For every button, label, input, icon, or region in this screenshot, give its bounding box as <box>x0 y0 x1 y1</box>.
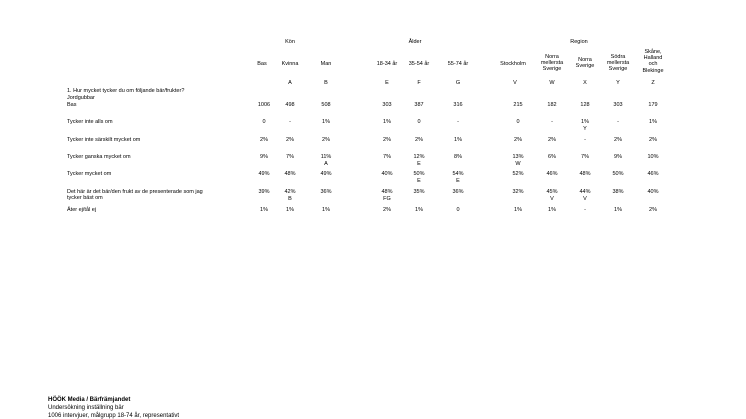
footer-subtitle: Undersökning inställning bär <box>48 405 124 411</box>
table-cell: 316 <box>453 102 463 108</box>
table-cell: 9% <box>614 154 622 160</box>
footer-note: 1006 intervjuer, målgrupp 18-74 år, representativt <box>48 413 180 419</box>
significance-letter: V <box>550 196 554 202</box>
col-header-line: Blekinge <box>642 67 664 74</box>
table-cell: 1% <box>260 207 268 213</box>
significance-letter: V <box>583 196 587 202</box>
col-header-18-34: 18-34 år <box>376 61 398 67</box>
row-label: tycker bäst om <box>67 195 103 202</box>
col-header-sodra-mellersta <box>603 54 633 73</box>
table-cell: 36% <box>320 189 332 195</box>
table-cell: 7% <box>383 154 391 160</box>
table-cell: 215 <box>513 102 523 108</box>
table-cell: 2% <box>383 137 391 143</box>
table-cell: 11% <box>320 154 332 160</box>
col-header-55-74: 55-74 år <box>447 61 469 67</box>
table-cell: 303 <box>382 102 392 108</box>
col-header-line: och <box>648 61 658 68</box>
significance-letter: E <box>417 161 421 167</box>
col-header-line: Sverige <box>575 63 595 70</box>
footer-title: HÖÖK Media / Bärfrämjandet <box>48 397 131 403</box>
table-cell: 7% <box>286 154 294 160</box>
significance-letter: E <box>417 178 421 184</box>
significance-letter: E <box>456 178 460 184</box>
table-cell: 303 <box>613 102 623 108</box>
table-cell: 2% <box>286 137 294 143</box>
col-header-35-54: 35-54 år <box>408 61 430 67</box>
row-label: Bas <box>67 102 77 108</box>
table-cell: - <box>584 137 586 143</box>
group-header-region: Region <box>570 39 588 45</box>
table-cell: 48% <box>381 189 393 195</box>
col-header-line: Skåne, <box>644 49 662 55</box>
significance-letter: FG <box>383 196 391 202</box>
table-cell: 52% <box>512 171 524 177</box>
table-cell: 10% <box>647 154 659 160</box>
col-letter-35-54: F <box>417 80 421 86</box>
table-cell: 50% <box>413 171 425 177</box>
table-cell: 1% <box>415 207 423 213</box>
table-cell: 128 <box>580 102 590 108</box>
col-letter-norra-sverige: X <box>583 80 587 86</box>
table-cell: 12% <box>413 154 425 160</box>
col-header-line: Norra <box>545 54 559 60</box>
row-label: Tycker inte särskilt mycket om <box>67 137 141 143</box>
col-letter-18-34: E <box>385 80 389 86</box>
table-cell: 35% <box>413 189 425 195</box>
col-header-norra-mellersta <box>537 54 567 73</box>
row-label: Tycker inte alls om <box>67 119 113 125</box>
table-cell: 1% <box>614 207 622 213</box>
col-header-line: Södra <box>610 54 626 60</box>
table-cell: 8% <box>454 154 462 160</box>
table-cell: - <box>289 119 291 125</box>
table-cell: 48% <box>579 171 591 177</box>
table-cell: 0 <box>516 119 520 125</box>
row-label: Tycker ganska mycket om <box>67 154 131 160</box>
table-cell: 2% <box>548 137 556 143</box>
col-header-kvinna: Kvinna <box>281 61 299 67</box>
col-letter-stockholm: V <box>513 80 517 86</box>
table-cell: 45% <box>546 189 558 195</box>
question-subject: Jordgubbar <box>67 95 95 101</box>
table-cell: 182 <box>547 102 557 108</box>
table-cell: 42% <box>284 189 296 195</box>
col-header-line: mellersta <box>540 60 564 67</box>
table-cell: 36% <box>452 189 464 195</box>
significance-letter: Y <box>583 126 587 132</box>
table-cell: 2% <box>614 137 622 143</box>
table-cell: 50% <box>612 171 624 177</box>
col-letter-man: B <box>324 80 328 86</box>
table-cell: 2% <box>649 207 657 213</box>
table-cell: 2% <box>514 137 522 143</box>
table-cell: 179 <box>648 102 658 108</box>
col-letter-55-74: G <box>455 80 461 86</box>
table-cell: 1% <box>322 207 330 213</box>
col-letter-sodra-mellersta: Y <box>616 80 620 86</box>
table-cell: 1% <box>383 119 391 125</box>
table-cell: 1% <box>322 119 330 125</box>
table-cell: 44% <box>579 189 591 195</box>
row-label: Det här är det bär/den frukt av de presenterade som jag <box>67 189 203 195</box>
table-cell: 13% <box>512 154 524 160</box>
col-header-line: Halland <box>643 55 663 62</box>
table-cell: 48% <box>284 171 296 177</box>
group-header-kon: Kön <box>285 39 295 45</box>
table-cell: 2% <box>415 137 423 143</box>
table-cell: 1% <box>514 207 522 213</box>
table-cell: 1% <box>454 137 462 143</box>
table-cell: 1% <box>581 119 589 125</box>
table-cell: - <box>551 119 553 125</box>
row-label: Tycker mycket om <box>67 171 112 177</box>
table-cell: 508 <box>321 102 331 108</box>
col-header-line: Sverige <box>608 66 628 73</box>
table-cell: 387 <box>414 102 424 108</box>
col-header-line: mellersta <box>606 60 630 67</box>
table-cell: 498 <box>285 102 295 108</box>
table-cell: - <box>584 207 586 213</box>
table-cell: 40% <box>381 171 393 177</box>
significance-letter: W <box>515 161 521 167</box>
group-header-alder: Ålder <box>408 39 422 45</box>
table-cell: 32% <box>512 189 524 195</box>
table-cell: 0 <box>262 119 266 125</box>
significance-letter: B <box>288 196 292 202</box>
question-title: 1. Hur mycket tycker du om följande bär/frukter? <box>67 88 185 94</box>
table-cell: 39% <box>258 189 270 195</box>
table-cell: 1% <box>548 207 556 213</box>
col-letter-kvinna: A <box>288 80 292 86</box>
table-cell: 49% <box>258 171 270 177</box>
col-header-norra-sverige <box>571 57 599 69</box>
col-letter-skane: Z <box>651 80 655 86</box>
table-cell: 46% <box>546 171 558 177</box>
table-cell: 49% <box>320 171 332 177</box>
col-header-bas: Bas <box>257 61 267 67</box>
table-cell: 1006 <box>257 102 271 108</box>
col-header-man: Man <box>320 61 332 67</box>
col-header-line: Norra <box>578 57 592 63</box>
table-cell: 40% <box>647 189 659 195</box>
table-cell: 2% <box>649 137 657 143</box>
table-cell: 2% <box>260 137 268 143</box>
table-cell: 6% <box>548 154 556 160</box>
col-header-stockholm: Stockholm <box>500 61 526 67</box>
table-cell: 1% <box>286 207 294 213</box>
table-cell: 1% <box>649 119 657 125</box>
table-cell: - <box>617 119 619 125</box>
table-cell: 0 <box>417 119 421 125</box>
row-label: Äter ej/tål ej <box>67 207 97 213</box>
table-cell: 38% <box>612 189 624 195</box>
col-header-line: Sverige <box>542 66 562 73</box>
col-letter-norra-mellersta: W <box>549 80 555 86</box>
table-cell: 46% <box>647 171 659 177</box>
table-cell: 2% <box>322 137 330 143</box>
table-cell: 7% <box>581 154 589 160</box>
col-header-skane-halland-blekinge <box>638 49 668 74</box>
significance-letter: A <box>324 161 328 167</box>
table-cell: 9% <box>260 154 268 160</box>
table-cell: - <box>457 119 459 125</box>
table-cell: 2% <box>383 207 391 213</box>
table-cell: 0 <box>456 207 460 213</box>
table-cell: 54% <box>452 171 464 177</box>
